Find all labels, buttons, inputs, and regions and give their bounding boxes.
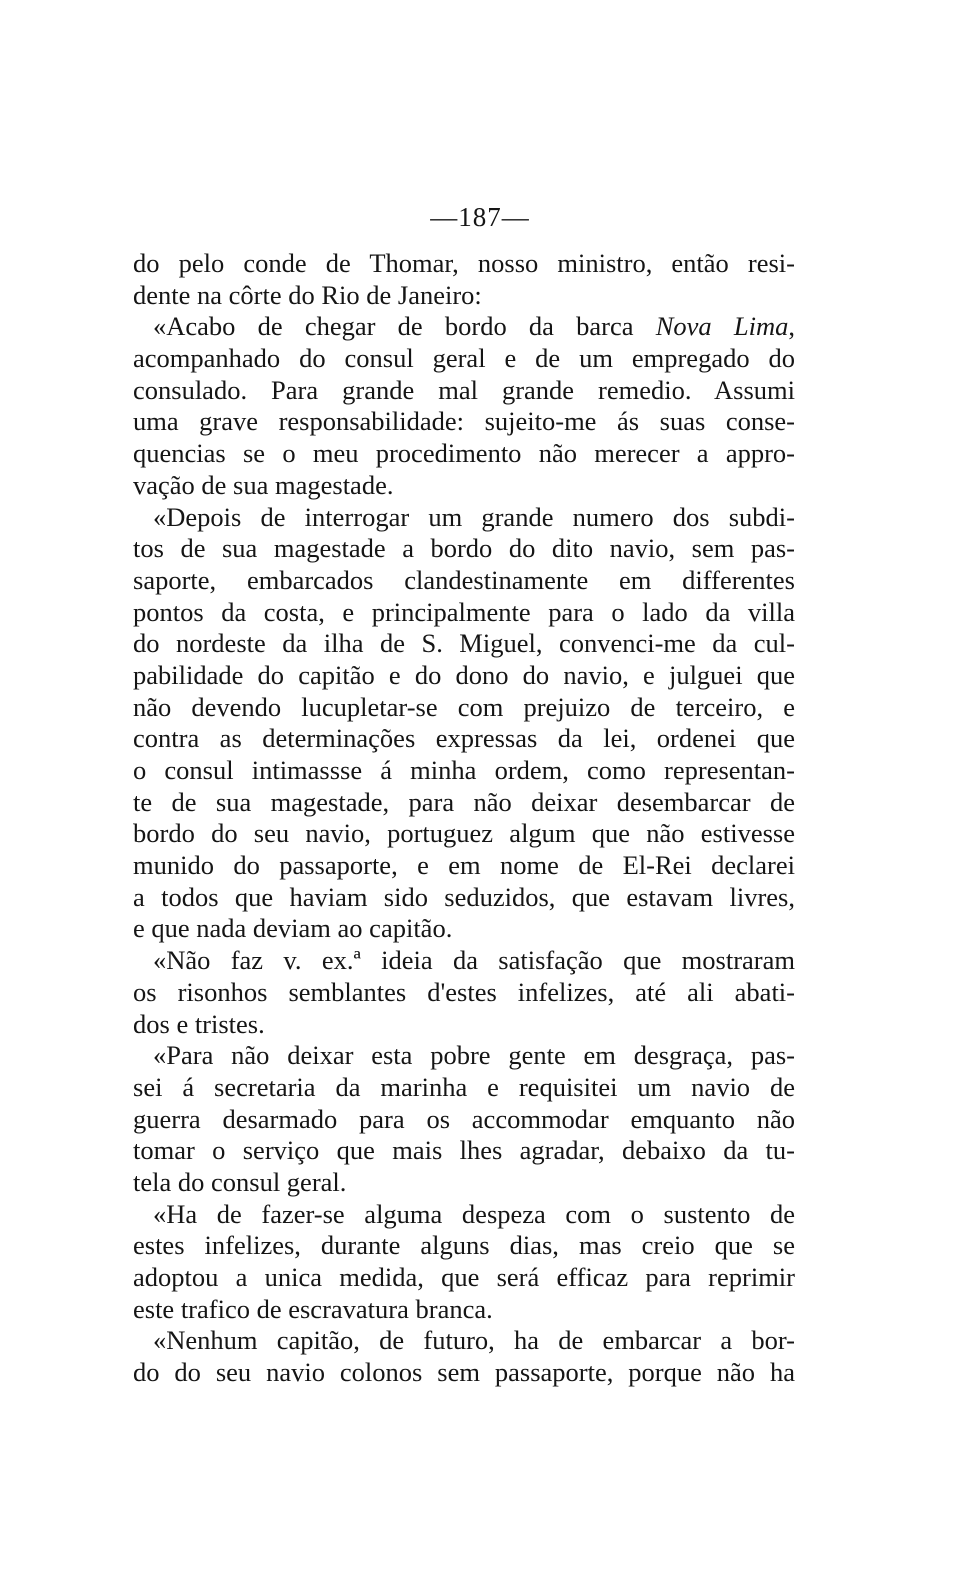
- text-segment: pabilidade do capitão e do dono do navio, e julguei que: [133, 659, 795, 690]
- text-line: [133, 1262, 795, 1294]
- text-segment: do do seu navio colonos sem passaporte, porque não ha: [133, 1357, 795, 1388]
- text-line: [133, 818, 795, 850]
- text-line: [133, 502, 795, 534]
- text-line: [133, 913, 795, 945]
- text-line: [133, 1167, 795, 1199]
- text-segment: tela do consul geral.: [133, 1166, 347, 1197]
- paragraph: [133, 1199, 795, 1326]
- text-segment: quencias se o meu procedimento não merecer a appro-: [133, 438, 795, 469]
- text-segment: o consul intimassse á minha ordem, como representan-: [133, 755, 795, 785]
- text-segment: guerra desarmado para os accommodar emquanto não: [133, 1103, 795, 1134]
- text-segment: tomar o serviço que mais lhes agradar, debaixo da tu-: [133, 1135, 795, 1166]
- text-line: [133, 311, 795, 343]
- text-line: [133, 1294, 795, 1326]
- text-line: [133, 375, 795, 407]
- text-segment: estes infelizes, durante alguns dias, mas creio que se: [133, 1230, 795, 1261]
- text-segment: dos e tristes.: [133, 1008, 265, 1039]
- text-segment: ,: [788, 311, 795, 342]
- text-line: [133, 882, 795, 914]
- text-segment: acompanhado do consul geral e de um empregado do: [133, 343, 795, 374]
- text-segment: do pelo conde de Thomar, nosso ministro, então resi-: [133, 248, 795, 278]
- text-segment: «Depois de interrogar um grande numero dos subdi-: [153, 501, 795, 532]
- text-line: [133, 248, 795, 280]
- text-line: [133, 1199, 795, 1231]
- text-line: [133, 597, 795, 629]
- paragraph: [133, 945, 795, 1040]
- text-segment: adoptou a unica medida, que será efficaz para reprimir: [133, 1262, 795, 1292]
- text-line: [133, 1040, 795, 1072]
- text-line: [133, 438, 795, 470]
- text-line: [133, 470, 795, 502]
- text-line: [133, 280, 795, 312]
- page-number: —187—: [430, 202, 530, 232]
- text-line: [133, 692, 795, 724]
- text-segment: te de sua magestade, para não deixar desembarcar de: [133, 786, 795, 817]
- text-line: [133, 343, 795, 375]
- text-segment: pontos da costa, e principalmente para o lado da villa: [133, 596, 795, 627]
- text-line: [133, 406, 795, 438]
- text-segment: consulado. Para grande mal grande remedio. Assumi: [133, 374, 795, 405]
- text-segment: uma grave responsabilidade: sujeito-me ás suas conse-: [133, 406, 795, 437]
- text-line: [133, 1104, 795, 1136]
- text-segment: tos de sua magestade a bordo do dito navio, sem pas-: [133, 533, 795, 564]
- text-line: [133, 1135, 795, 1167]
- italic-ship-name: Nova Lima: [655, 311, 789, 342]
- text-line: [133, 945, 795, 977]
- text-segment: «Não faz v. ex.ª ideia da satisfação que mostraram: [153, 945, 795, 976]
- text-segment: «Ha de fazer-se alguma despeza com o sustento de: [153, 1198, 795, 1229]
- text-line: [133, 1325, 795, 1357]
- paragraph: [133, 1040, 795, 1198]
- text-line: [133, 787, 795, 819]
- text-segment: dente na côrte do Rio de Janeiro:: [133, 279, 482, 310]
- text-line: [133, 1230, 795, 1262]
- text-segment: «Acabo de chegar de bordo da barca: [153, 311, 656, 342]
- text-line: [133, 723, 795, 755]
- text-line: [133, 628, 795, 660]
- text-segment: vação de sua magestade.: [133, 469, 394, 500]
- text-segment: e que nada deviam ao capitão.: [133, 913, 453, 944]
- text-segment: a todos que haviam sido seduzidos, que estavam livres,: [133, 881, 795, 912]
- text-line: [133, 977, 795, 1009]
- text-segment: não devendo lucupletar-se com prejuizo de terceiro, e: [133, 691, 795, 722]
- paragraph: [133, 311, 795, 501]
- text-line: [133, 1009, 795, 1041]
- paragraph: [133, 502, 795, 946]
- text-segment: este trafico de escravatura branca.: [133, 1293, 493, 1324]
- body-text: [133, 248, 795, 1389]
- text-segment: «Para não deixar esta pobre gente em desgraça, pas-: [153, 1040, 795, 1071]
- text-segment: do nordeste da ilha de S. Miguel, convenci-me da cul-: [133, 628, 795, 659]
- text-segment: os risonhos semblantes d'estes infelizes, até ali abati-: [133, 976, 795, 1007]
- text-line: [133, 533, 795, 565]
- paragraph: [133, 248, 795, 311]
- text-line: [133, 1072, 795, 1104]
- text-segment: sei á secretaria da marinha e requisitei um navio de: [133, 1071, 795, 1102]
- text-line: [133, 565, 795, 597]
- paragraph: [133, 1325, 795, 1388]
- text-segment: «Nenhum capitão, de futuro, ha de embarcar a bor-: [153, 1325, 795, 1356]
- text-line: [133, 1357, 795, 1389]
- text-line: [133, 850, 795, 882]
- text-line: [133, 660, 795, 692]
- text-line: [133, 755, 795, 787]
- text-segment: contra as determinações expressas da lei, ordenei que: [133, 723, 795, 754]
- text-segment: munido do passaporte, e em nome de El-Rei declarei: [133, 850, 795, 881]
- text-segment: saporte, embarcados clandestinamente em differentes: [133, 564, 795, 595]
- text-segment: bordo do seu navio, portuguez algum que não estivesse: [133, 818, 795, 849]
